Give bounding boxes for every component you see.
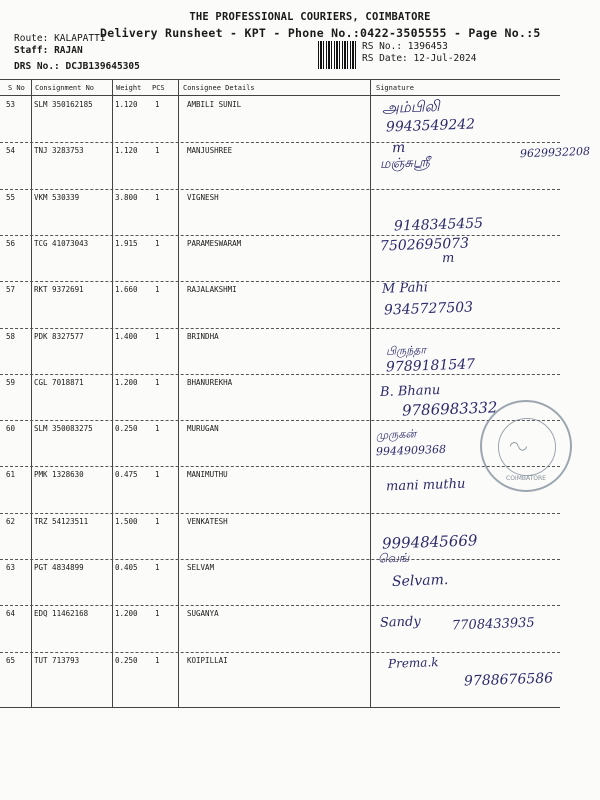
signature-handwriting: B. Bhanu: [379, 382, 441, 400]
signature-handwriting: 7502695073: [379, 235, 470, 255]
cell-pcs: 1: [155, 192, 160, 202]
signature-handwriting: Prema.k: [387, 654, 439, 671]
cell-consignment: SLM 350083275: [34, 424, 93, 434]
cell-consignment: SLM 350162185: [34, 100, 93, 109]
row-divider: [0, 281, 560, 282]
drs-line: [14, 61, 140, 72]
cell-weight: 1.660: [115, 285, 138, 295]
cell-weight: 1.120: [115, 146, 138, 156]
cell-consignment: PMK 1328630: [34, 470, 84, 480]
cell-consignee: KOIPILLAI: [187, 655, 228, 665]
rs-no-label: RS No.:: [362, 41, 403, 52]
cell-sno: 62: [6, 516, 16, 526]
rs-no-value: 1396453: [407, 41, 448, 52]
signature-handwriting: M Pahi: [381, 280, 429, 297]
signature-handwriting: 9148345455: [393, 215, 484, 235]
signature-handwriting: 9786983332: [401, 398, 498, 420]
cell-consignment: TUT 713793: [34, 655, 80, 665]
cell-weight: 1.200: [115, 377, 138, 387]
row-divider: [0, 605, 560, 606]
row-divider: [0, 652, 560, 653]
cell-sno: 65: [6, 655, 16, 665]
signature-handwriting: m: [391, 140, 406, 157]
cell-weight: 1.200: [115, 609, 138, 619]
signature-handwriting: வெங்: [377, 550, 410, 566]
cell-sno: 60: [6, 424, 16, 434]
cell-pcs: 1: [155, 285, 160, 295]
cell-consignee: VENKATESH: [187, 516, 228, 526]
cell-pcs: 1: [155, 516, 160, 526]
cell-consignee: MANJUSHREE: [187, 146, 233, 156]
cell-consignee: PARAMESWARAM: [187, 238, 242, 248]
cell-consignee: BRINDHA: [187, 331, 219, 341]
stamp-text: COIMBATORE: [506, 475, 546, 482]
col-divider: [31, 79, 32, 707]
cell-consignment: PDK 8327577: [34, 331, 84, 341]
cell-weight: 1.915: [115, 238, 138, 248]
row-divider: [0, 513, 560, 514]
cell-sno: 57: [6, 285, 16, 295]
cell-consignee: MURUGAN: [187, 424, 219, 434]
cell-pcs: 1: [155, 146, 160, 156]
cell-consignee: BHANUREKHA: [187, 377, 233, 387]
col-divider: [112, 79, 113, 707]
cell-consignment: TRZ 54123511: [34, 516, 89, 526]
cell-consignment: VKM 530339: [34, 192, 80, 202]
signature-handwriting: 9944909368: [375, 442, 447, 459]
header-bottom-rule: [0, 95, 560, 96]
route-value: KALAPATTI: [54, 33, 106, 44]
row-divider: [0, 559, 560, 560]
signature-handwriting: மஞ்சுஸ்ரீ: [379, 155, 431, 173]
cell-weight: 0.475: [115, 470, 138, 480]
cell-sno: 63: [6, 563, 16, 572]
rs-date-line: [362, 53, 476, 64]
signature-handwriting: 9788676586: [463, 670, 554, 690]
cell-sno: 64: [6, 609, 16, 619]
cell-pcs: 1: [155, 377, 160, 387]
table-top-rule: [0, 79, 560, 80]
rs-no-line: [362, 41, 448, 52]
col-header-sno: S No: [8, 84, 25, 92]
signature-handwriting: 9994845669: [381, 531, 478, 553]
cell-weight: 1.400: [115, 331, 138, 341]
row-divider: [0, 420, 560, 421]
cell-pcs: 1: [155, 238, 160, 248]
signature-handwriting: Selvam.: [391, 572, 449, 590]
cell-pcs: 1: [155, 424, 160, 434]
cell-weight: 0.405: [115, 563, 138, 572]
signature-handwriting: Sandy: [379, 614, 421, 632]
stamp-logo-icon: ◠◡: [510, 438, 527, 454]
cell-sno: 56: [6, 238, 16, 248]
cell-sno: 58: [6, 331, 16, 341]
cell-consignment: RKT 9372691: [34, 285, 84, 295]
signature-handwriting: 9943549242: [385, 116, 476, 136]
cell-consignment: PGT 4834899: [34, 563, 84, 572]
cell-consignment: EDQ 11462168: [34, 609, 89, 619]
stamp-inner-ring: [498, 418, 556, 476]
cell-weight: 3.800: [115, 192, 138, 202]
cell-pcs: 1: [155, 331, 160, 341]
cell-pcs: 1: [155, 655, 160, 665]
col-header-pcs: PCS: [152, 84, 165, 92]
cell-pcs: 1: [155, 470, 160, 480]
cell-consignee: SELVAM: [187, 563, 215, 572]
col-divider: [370, 79, 371, 707]
signature-handwriting: 9345727503: [383, 299, 474, 319]
staff-label: Staff:: [14, 45, 49, 56]
cell-consignee: AMBILI SUNIL: [187, 100, 242, 109]
col-header-consignment: Consignment No: [35, 84, 95, 92]
delivery-stamp: [480, 400, 572, 492]
cell-sno: 61: [6, 470, 16, 480]
cell-pcs: 1: [155, 609, 160, 619]
table-bottom-rule: [0, 707, 560, 708]
row-divider: [0, 466, 560, 467]
cell-consignee: VIGNESH: [187, 192, 219, 202]
col-divider: [178, 79, 179, 707]
row-divider: [0, 142, 560, 143]
cell-weight: 0.250: [115, 655, 138, 665]
signature-handwriting: m: [441, 250, 455, 267]
signature-handwriting: முருகன்: [375, 427, 417, 442]
rs-date-value: 12-Jul-2024: [413, 53, 477, 64]
signature-handwriting: mani muthu: [385, 477, 466, 495]
route-label: Route:: [14, 33, 49, 44]
cell-consignee: SUGANYA: [187, 609, 219, 619]
runsheet-title: Delivery Runsheet - KPT - Phone No.:0422-3505555 - Page No.:5: [100, 26, 541, 40]
signature-handwriting: 9629932208: [519, 145, 591, 161]
signature-handwriting: 7708433935: [451, 615, 535, 634]
cell-weight: 1.120: [115, 100, 138, 109]
cell-pcs: 1: [155, 100, 160, 109]
staff-line: [14, 45, 83, 56]
signature-handwriting: 9789181547: [385, 355, 476, 376]
cell-sno: 55: [6, 192, 16, 202]
cell-weight: 1.500: [115, 516, 138, 526]
company-name: THE PROFESSIONAL COURIERS, COIMBATORE: [189, 11, 431, 23]
drs-value: DCJB139645305: [65, 61, 140, 72]
cell-consignment: CGL 7018871: [34, 377, 84, 387]
row-divider: [0, 328, 560, 329]
cell-sno: 53: [6, 100, 16, 109]
cell-consignment: TCG 41073043: [34, 238, 89, 248]
barcode: [318, 41, 356, 69]
cell-consignee: MANIMUTHU: [187, 470, 228, 480]
col-header-consignee: Consignee Details: [183, 84, 255, 92]
cell-sno: 54: [6, 146, 16, 156]
drs-label: DRS No.:: [14, 61, 60, 72]
row-divider: [0, 235, 560, 236]
route-line: [14, 33, 106, 44]
cell-consignment: TNJ 3283753: [34, 146, 84, 156]
row-divider: [0, 189, 560, 190]
staff-value: RAJAN: [54, 45, 83, 56]
signature-handwriting: பிருந்தா: [385, 342, 427, 358]
col-header-signature: Signature: [376, 84, 414, 92]
cell-sno: 59: [6, 377, 16, 387]
cell-weight: 0.250: [115, 424, 138, 434]
signature-handwriting: அம்பிலி: [381, 96, 440, 118]
row-divider: [0, 374, 560, 375]
col-header-weight: Weight: [116, 84, 142, 92]
cell-pcs: 1: [155, 563, 160, 572]
rs-date-label: RS Date:: [362, 53, 408, 64]
cell-consignee: RAJALAKSHMI: [187, 285, 237, 295]
